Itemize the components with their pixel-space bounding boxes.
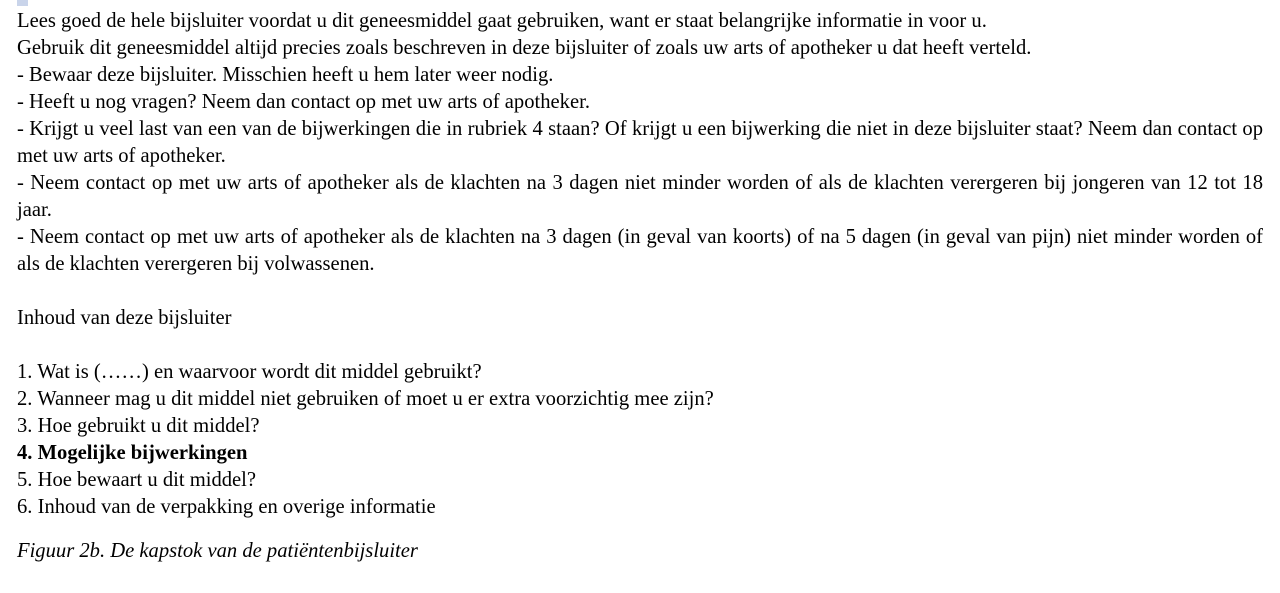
toc-item-package-contents: 6. Inhoud van de verpakking en overige informatie (17, 496, 436, 518)
figure-caption: Figuur 2b. De kapstok van de patiëntenbijsluiter (17, 540, 418, 562)
text-cursor-marker (17, 0, 28, 6)
bullet-side-effects: - Krijgt u veel last van een van de bijwerkingen die in rubriek 4 staan? Of krijgt u een bijwerking die niet in deze bijsluiter staat? Neem dan contact op met uw arts of apotheker. (17, 118, 1263, 167)
table-of-contents (17, 359, 1263, 521)
toc-item-how-to-use: 3. Hoe gebruikt u dit middel? (17, 415, 260, 437)
bullet-adult-complaints: - Neem contact op met uw arts of apotheker als de klachten na 3 dagen (in geval van koorts) of na 5 dagen (in geval van pijn) niet minder worden of als de klachten verergeren bij volwassenen. (17, 226, 1263, 275)
bullet-youth-complaints: - Neem contact op met uw arts of apotheker als de klachten na 3 dagen niet minder worden of als de klachten verergeren bij jongeren van 12 tot 18 jaar. (17, 172, 1263, 221)
leaflet-document (17, 8, 1263, 565)
toc-item-side-effects: 4. Mogelijke bijwerkingen (17, 442, 248, 464)
intro-line-usage: Gebruik dit geneesmiddel altijd precies zoals beschreven in deze bijsluiter of zoals uw arts of apotheker u dat heeft verteld. (17, 37, 1032, 59)
contents-heading: Inhoud van deze bijsluiter (17, 307, 232, 329)
bullet-keep-leaflet: - Bewaar deze bijsluiter. Misschien heeft u hem later weer nodig. (17, 64, 554, 86)
toc-item-when-not-use: 2. Wanneer mag u dit middel niet gebruiken of moet u er extra voorzichtig mee zijn? (17, 388, 714, 410)
bullet-questions: - Heeft u nog vragen? Neem dan contact op met uw arts of apotheker. (17, 91, 590, 113)
spacer (17, 332, 1263, 359)
spacer (17, 278, 1263, 305)
toc-item-what-is: 1. Wat is (……) en waarvoor wordt dit middel gebruikt? (17, 361, 482, 383)
toc-item-storage: 5. Hoe bewaart u dit middel? (17, 469, 257, 491)
intro-line-read-leaflet: Lees goed de hele bijsluiter voordat u dit geneesmiddel gaat gebruiken, want er staat belangrijke informatie in voor u. (17, 10, 987, 32)
